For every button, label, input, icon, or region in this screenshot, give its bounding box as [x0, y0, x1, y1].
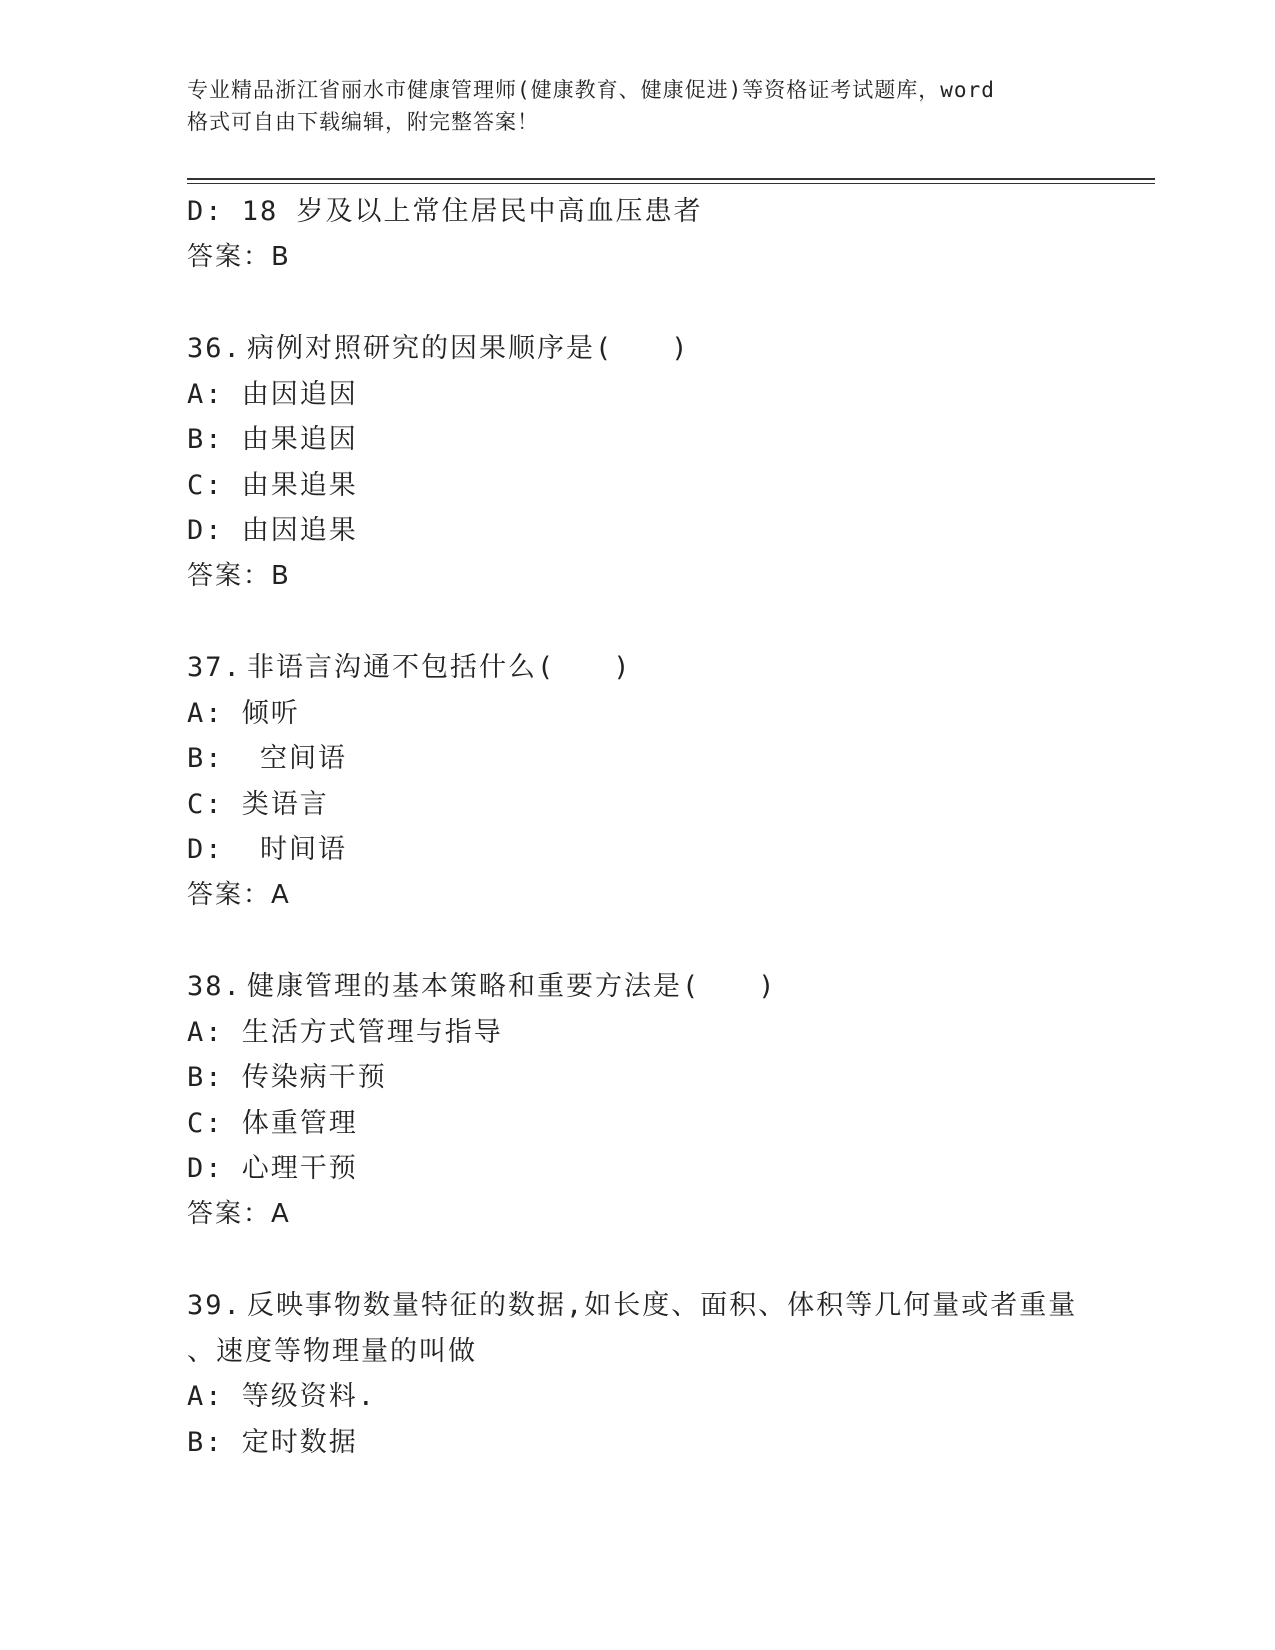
question-number: 38. [187, 971, 242, 1002]
option-d: D: 18 岁及以上常住居民中高血压患者 [187, 196, 703, 227]
option-d: D: 由因追果 [187, 515, 358, 546]
page-header [187, 74, 1087, 138]
option-a: A: 等级资料. [187, 1381, 377, 1412]
option-c: C: 体重管理 [187, 1107, 358, 1139]
spacer [187, 599, 1087, 645]
question-stem [187, 1283, 1087, 1329]
question-number: 37. [187, 652, 242, 683]
option-c: C: 类语言 [187, 788, 329, 820]
answer-line: 答案：A [187, 1198, 291, 1229]
option-a: A: 生活方式管理与指导 [187, 1016, 503, 1048]
question-number: 39. [187, 1290, 242, 1321]
question-text: 反映事物数量特征的数据,如长度、面积、体积等几何量或者重量 [247, 1290, 1078, 1321]
answer-line: 答案：A [187, 879, 291, 910]
answer-line: 答案：B [187, 241, 291, 272]
question-list [187, 189, 1087, 1465]
option-b: B: 由果追因 [187, 424, 358, 455]
question-text: 健康管理的基本策略和重要方法是( ) [247, 971, 777, 1002]
option-a: A: 倾听 [187, 697, 300, 729]
question-stem [187, 326, 1087, 372]
question-text: 非语言沟通不包括什么( ) [247, 652, 632, 683]
option-d: D: 心理干预 [187, 1153, 358, 1184]
option-b: B: 空间语 [187, 743, 348, 774]
spacer [187, 1237, 1087, 1283]
answer-line: 答案：B [187, 560, 291, 591]
question-stem [187, 645, 1087, 691]
spacer [187, 918, 1087, 964]
option-c: C: 由果追果 [187, 469, 358, 501]
option-a: A: 由因追因 [187, 378, 358, 410]
option-b: B: 定时数据 [187, 1426, 358, 1458]
header-divider-thin [187, 183, 1155, 184]
question-stem [187, 964, 1087, 1010]
spacer [187, 280, 1087, 326]
question-number: 36. [187, 333, 242, 364]
header-line-1: 专业精品浙江省丽水市健康管理师(健康教育、健康促进)等资格证考试题库，word [187, 78, 995, 102]
header-divider-thick [187, 178, 1155, 180]
question-text-continued: 、速度等物理量的叫做 [187, 1335, 477, 1367]
header-line-2: 格式可自由下载编辑，附完整答案！ [187, 110, 539, 134]
option-d: D: 时间语 [187, 834, 348, 865]
question-text: 病例对照研究的因果顺序是( ) [247, 333, 690, 364]
option-b: B: 传染病干预 [187, 1062, 387, 1093]
